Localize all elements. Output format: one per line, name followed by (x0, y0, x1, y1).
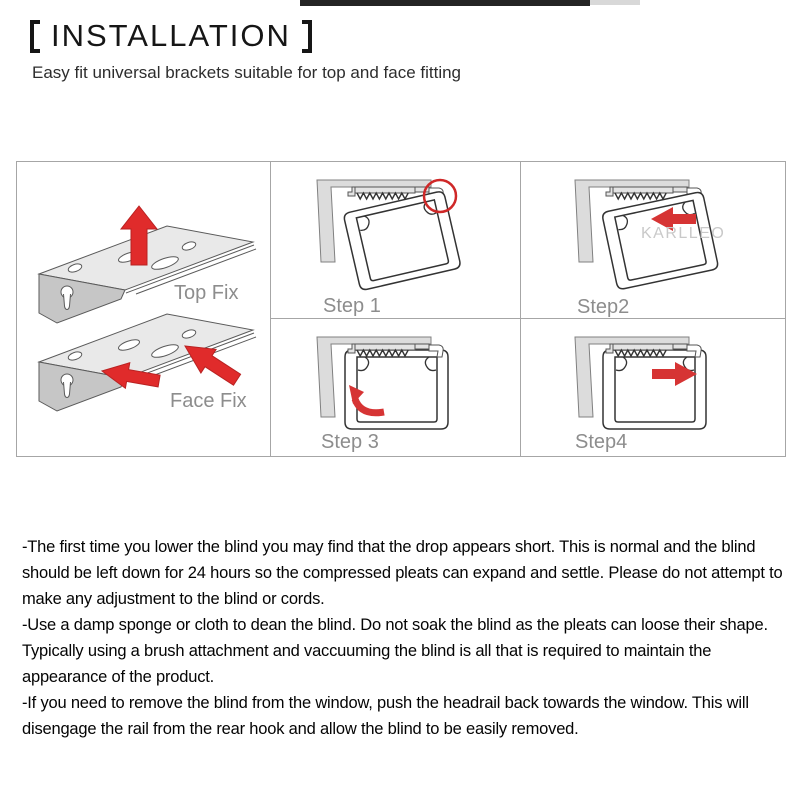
serration (357, 193, 408, 199)
step2-label: Step2 (577, 296, 630, 318)
care-line: -Use a damp sponge or cloth to dean the blind. Do not soak the blind as the pleats can loose their shape. (22, 616, 768, 634)
step1-illustration (271, 162, 520, 318)
watermark: KARLLEO (641, 225, 726, 242)
subtitle: Easy fit universal brackets suitable for top and face fitting (32, 63, 462, 82)
step3-illustration (271, 319, 520, 455)
care-line: disengage the rail from the rear hook and allow the blind to be easily removed. (22, 720, 579, 738)
title-bracket-left-icon (30, 20, 40, 53)
step1-cell (271, 162, 521, 319)
face-fix-arrow-upper-icon (185, 346, 241, 385)
headrail-profile (603, 350, 706, 429)
step4-illustration (521, 319, 784, 455)
care-instructions (22, 534, 783, 742)
step4-label: Step4 (575, 431, 628, 453)
installation-diagram-grid (16, 161, 786, 457)
top-fix-bracket-illustration (39, 206, 256, 323)
cropped-banner-bar (300, 0, 590, 6)
step2-cell (521, 162, 785, 319)
headrail-profile (345, 350, 448, 429)
step3-label: Step 3 (321, 431, 379, 453)
headrail-profile (343, 191, 461, 291)
brackets-cell (17, 162, 271, 456)
page-title (30, 16, 312, 56)
step1-label: Step 1 (323, 295, 381, 317)
care-line: make any adjustment to the blind or cords. (22, 590, 325, 608)
top-fix-label: Top Fix (174, 282, 239, 304)
serration (615, 193, 666, 199)
care-line: Typically using a brush attachment and vaccuuming the blind is all that is required to maintain the (22, 642, 712, 660)
care-line: should be left down for 24 hours so the compressed pleats can expand and settle. Please do not attempt to (22, 564, 783, 582)
care-line: -The first time you lower the blind you may find that the drop appears short. This is normal and the blind (22, 538, 756, 556)
cropped-banner-bar-tail (590, 0, 640, 5)
care-line: appearance of the product. (22, 668, 215, 686)
care-line: -If you need to remove the blind from the window, push the headrail back towards the window. This will (22, 694, 749, 712)
title-bracket-right-icon (302, 20, 312, 53)
step4-cell (521, 319, 785, 456)
face-fix-label: Face Fix (170, 390, 247, 412)
page-title-text: INSTALLATION (51, 18, 291, 53)
right-arrow-icon (652, 362, 697, 386)
step3-cell (271, 319, 521, 456)
